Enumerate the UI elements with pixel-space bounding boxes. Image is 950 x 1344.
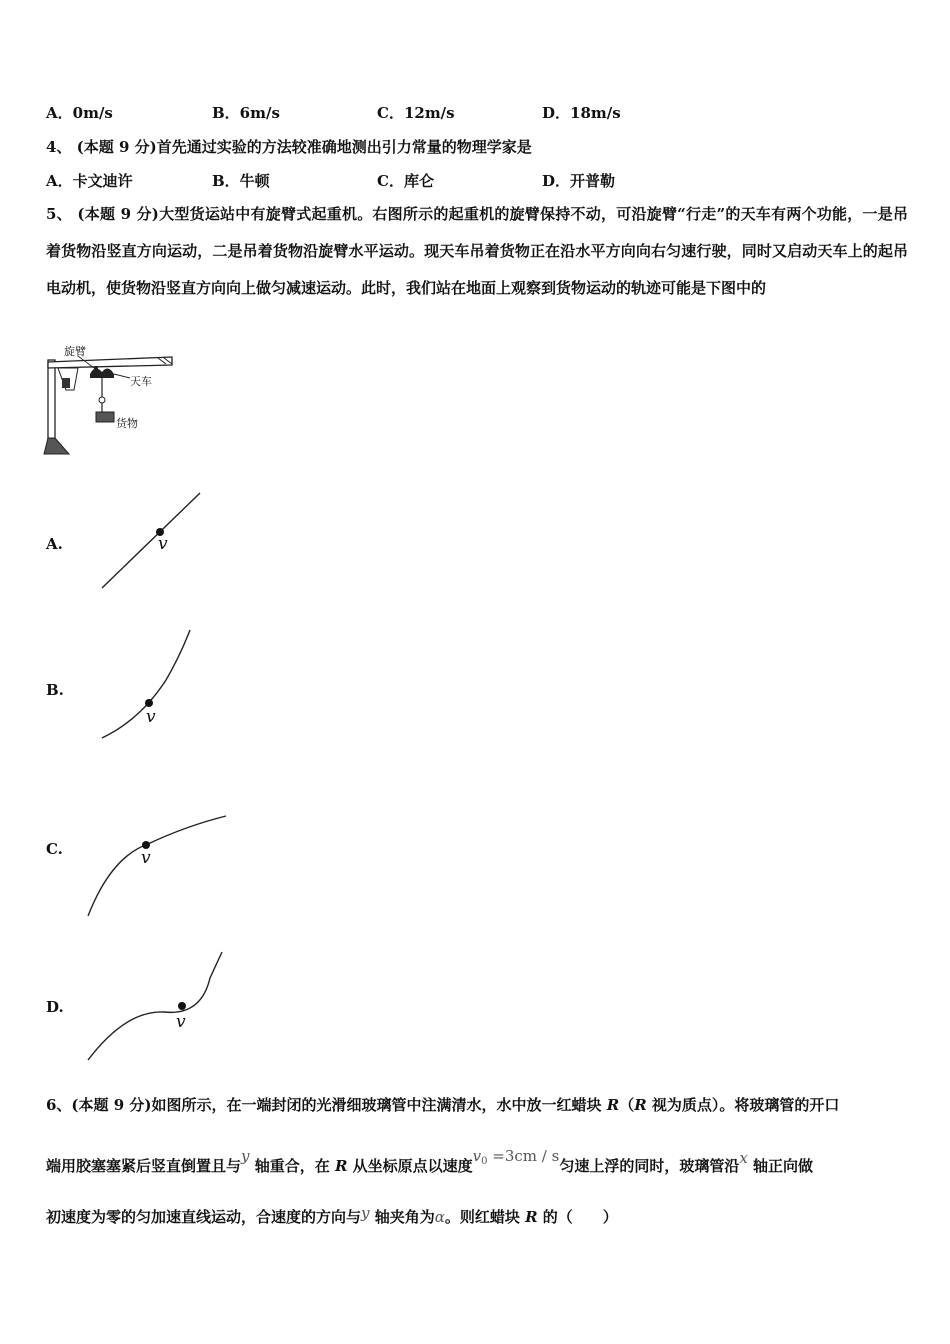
q6-line2-c: 从坐标原点以速度 [347,1157,473,1175]
q6-R-4: R [525,1208,538,1226]
q6-line3-a: 初速度为零的匀加速直线运动，合速度的方向与 [46,1208,362,1226]
q6-R-3: R [334,1157,348,1175]
figure-label-cargo: 货物 [116,417,138,430]
figure-label-arm: 旋臂 [64,345,86,358]
choice-d-v: v [176,1012,186,1032]
q3-option-b: B．6m/s [212,104,280,122]
q6-line-1 [46,1094,839,1115]
q6-line-3 [46,1206,618,1227]
q6-v0: v [472,1147,482,1165]
choice-c-trajectory [86,812,228,918]
choice-c-label: C. [46,840,63,858]
q6-line3-c: 。则红蜡块 [444,1208,526,1226]
choice-a-label: A. [46,535,63,553]
choice-d-label: D. [46,998,64,1016]
q6-x: x [739,1149,748,1167]
q4-stem: 4、 (本题 9 分)首先通过实验的方法较准确地测出引力常量的物理学家是 [46,138,532,156]
q4-option-c: C．库仑 [377,172,434,190]
q6-line2-e: 轴正向做 [747,1157,814,1175]
choice-d-trajectory [86,950,226,1062]
q6-v0-value: =3cm / s [492,1147,560,1165]
q5-stem: 5、 (本题 9 分)大型货运站中有旋臂式起重机。右图所示的起重机的旋臂保持不动，可沿旋臂“行走”的天车有两个功能，一是吊着货物沿竖直方向运动，二是吊着货物沿旋臂水平运动。现天车吊着货物正在沿水平方向向右匀速行驶，同时又启动天车上的起吊电动机，使货物沿竖直方向向上做匀减速运动。此时，我们站在地面上观察到货物运动的轨迹可能是下图中的 [46,205,908,297]
q4-option-a: A．卡文迪许 [46,172,133,190]
q6-y-1: y [241,1147,250,1165]
q6-v0-sub: 0 [481,1156,488,1167]
choice-a-trajectory [100,490,210,590]
q6-line1-b: （ [619,1096,635,1114]
q6-line1-a: 6、(本题 9 分)如图所示，在一端封闭的光滑细玻璃管中注满清水，水中放一红蜡块 [46,1096,607,1114]
q6-R-2: R [634,1096,647,1114]
q6-y-2: y [361,1204,370,1222]
q6-v0-expression [473,1147,560,1165]
crane-figure [40,342,180,458]
choice-b-v: v [146,707,156,727]
q6-line2-b: 轴重合，在 [249,1157,335,1175]
q6-alpha: α [434,1208,445,1226]
q6-R-1: R [606,1096,620,1114]
q4-option-d: D．开普勒 [542,172,616,190]
q6-line1-c: 视为质点）。将玻璃管的开口 [646,1096,840,1114]
q6-line2-d: 匀速上浮的同时，玻璃管沿 [559,1157,740,1175]
figure-label-trolley: 天车 [130,375,152,388]
q6-line2-a: 端用胶塞塞紧后竖直倒置且与 [46,1157,242,1175]
q6-line-2 [46,1147,814,1177]
q4-option-b: B．牛顿 [212,172,270,190]
q3-option-a: A．0m/s [46,104,113,122]
choice-b-label: B. [46,681,64,699]
q3-option-c: C．12m/s [377,104,455,122]
q3-option-d: D．18m/s [542,104,621,122]
choice-a-v: v [158,534,168,554]
q6-line3-b: 轴夹角为 [369,1208,435,1226]
choice-c-v: v [141,848,151,868]
q6-line3-d: 的（ ） [537,1208,618,1226]
